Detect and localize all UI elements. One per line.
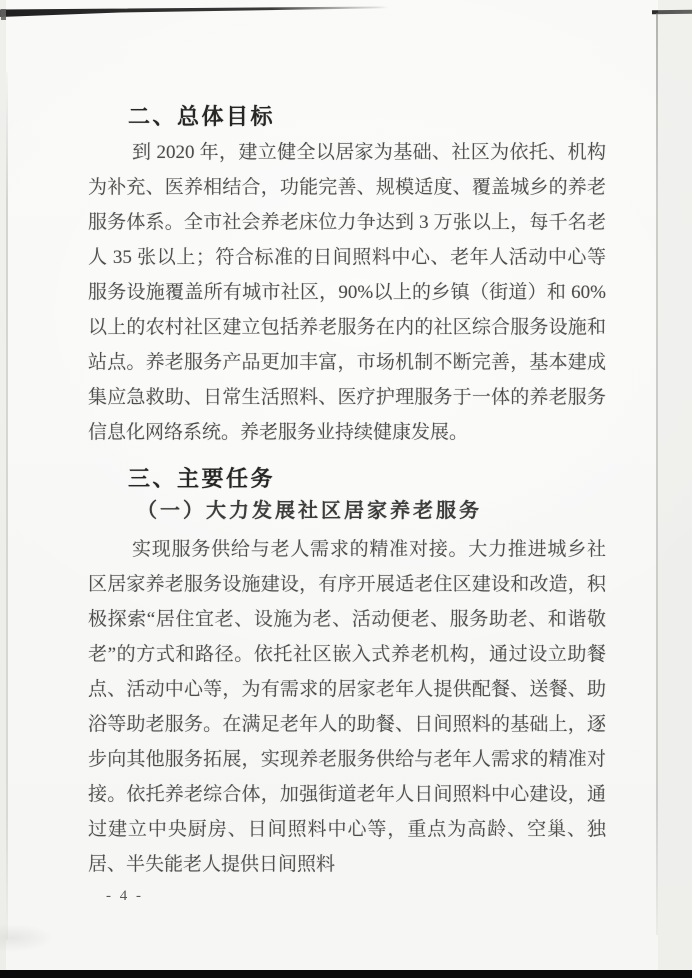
paragraph-overall-goals: 到 2020 年，建立健全以居家为基础、社区为依托、机构为补充、医养相结合，功能完善、规模适度、覆盖城乡的养老服务体系。全市社会养老床位力争达到 3 万张以上，每千名老人 35 张以上；符合标准的日间照料中心、老年人活动中心等服务设施覆盖所有城市社区，90%以上的乡镇（街道）和 60%以上的农村社区建立包括养老服务在内的社区综合服务设施和站点。养老服务产品更加丰富，市场机制不断完善，基本建成集应急救助、日常生活照料、医疗护理服务于一体的养老服务信息化网络系统。养老服务业持续健康发展。 (88, 142, 606, 443)
scan-artifact-left-edge-line (6, 72, 8, 940)
paragraph-community-home-care: 实现服务供给与老人需求的精准对接。大力推进城乡社区居家养老服务设施建设，有序开展适老住区建设和改造，积极探索“居住宜老、设施为老、活动便老、服务助老、和谐敬老”的方式和路径。依托社区嵌入式养老机构，通过设立助餐点、活动中心等，为有需求的居家老年人提供配餐、送餐、助浴等助老服务。在满足老年人的助餐、日间照料的基础上，逐步向其他服务拓展，实现养老服务供给与老年人需求的精准对接。依托养老综合体，加强街道老年人日间照料中心建设，通过建立中央厨房、日间照料中心等，重点为高龄、空巢、独居、半失能老人提供日间照料 (88, 539, 606, 875)
section-heading-overall-goals: 二、总体目标 (128, 104, 276, 129)
scan-artifact-bottom-bar (0, 970, 692, 978)
section-heading-main-tasks: 三、主要任务 (128, 466, 276, 491)
scan-artifact-right-edge-shade (658, 0, 692, 978)
scan-artifact-right-edge-line (656, 13, 658, 935)
scan-artifact-top-line (0, 0, 692, 30)
subsection-heading-community-home-care: （一）大力发展社区居家养老服务 (137, 500, 482, 522)
page-number: - 4 - (106, 888, 143, 904)
